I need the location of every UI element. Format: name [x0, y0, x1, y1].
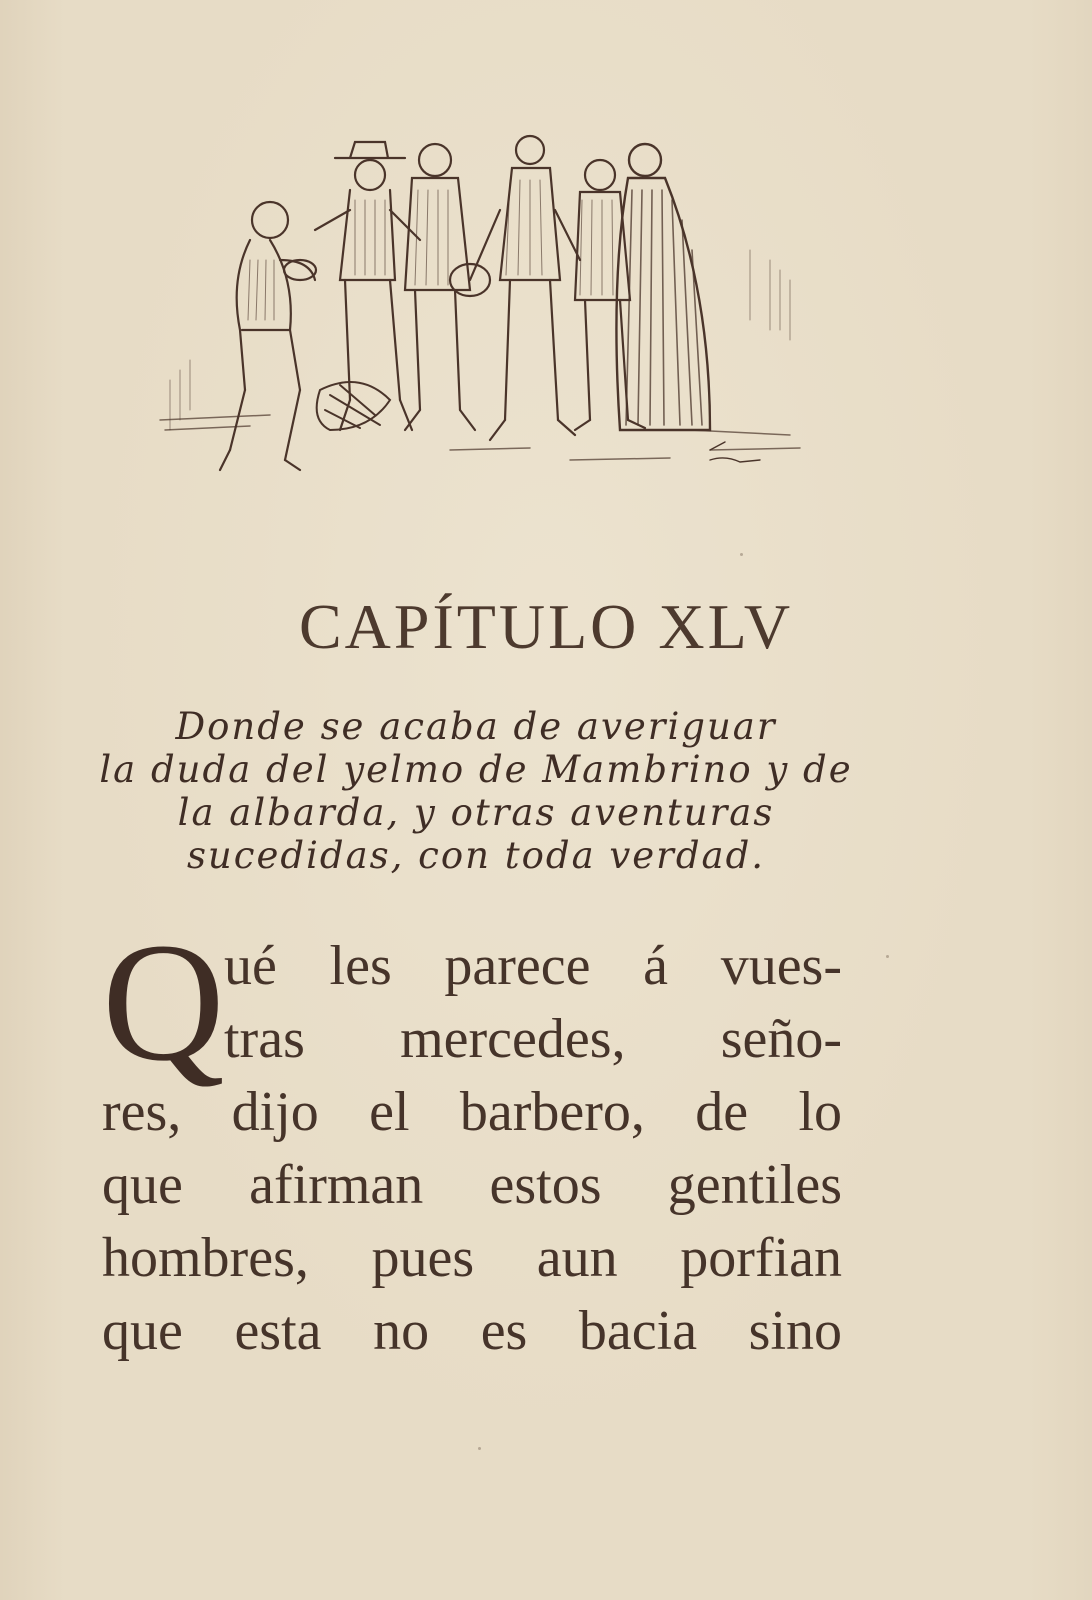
body-line: que afirman estos gentiles [102, 1154, 842, 1216]
chapter-illustration [150, 130, 830, 500]
body-line: res, dijo el barbero, de lo [102, 1081, 842, 1143]
chapter-subtitle [96, 705, 856, 877]
chapter-title: CAPÍTULO XLV [298, 591, 794, 662]
body-line: tras mercedes, seño- [224, 1008, 842, 1070]
subtitle-line: la duda del yelmo de Mambrino y de [99, 748, 853, 791]
paper-speck [740, 553, 743, 556]
subtitle-line: sucedidas, con toda verdad. [186, 834, 766, 877]
body-line: ué les parece á vues- [224, 935, 842, 997]
body-paragraph [102, 908, 862, 1368]
paper-speck [478, 1447, 481, 1450]
body-line: hombres, pues aun porfian [102, 1227, 842, 1289]
subtitle-line: la albarda, y otras aventuras [177, 791, 775, 834]
body-line: que esta no es bacia sino [102, 1300, 842, 1362]
drop-cap-letter: Q [102, 908, 225, 1096]
subtitle-line: Donde se acaba de averiguar [175, 705, 777, 748]
paper-speck [886, 955, 889, 958]
